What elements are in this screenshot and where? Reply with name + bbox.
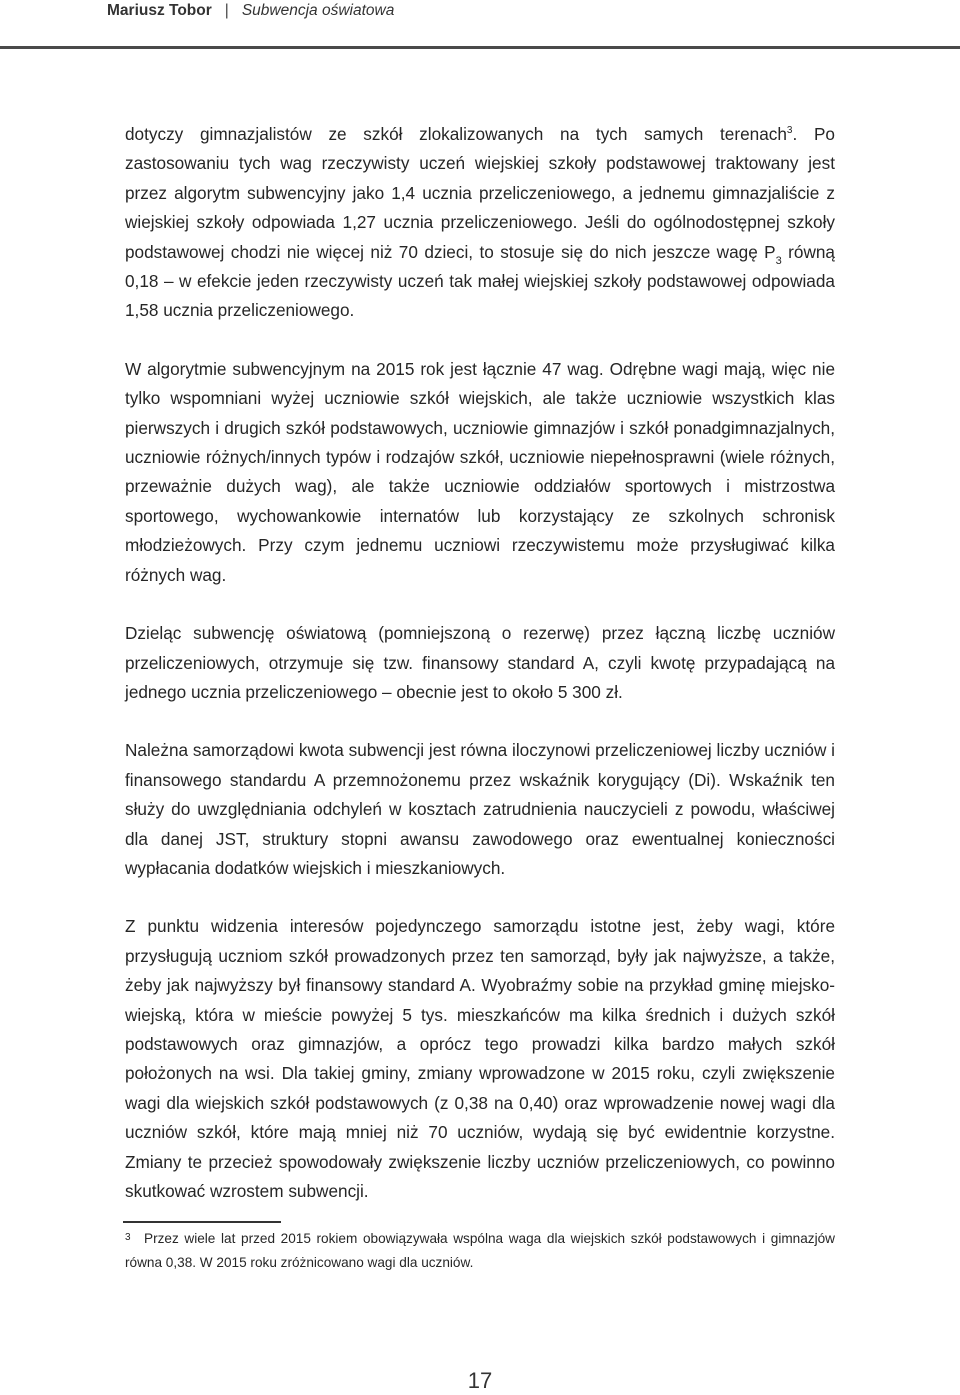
paragraph-1-part-b: . Po zastosowaniu tych wag rzeczywisty uczeń wiejskiej szkoły podstawowej traktowany jest przez algorytm subwencyjny jako 1,4 ucznia przeliczeniowego, a jednemu gimnazjaliście z wiejskiej szkoły odpowiada 1,27 ucznia przeliczeniowego. Jeśli do ogólnodostępnej szkoły podstawowej chodzi nie więcej niż 70 dzieci, to stosuje się do nich jeszcze wagę P [125, 124, 835, 262]
paragraph-1-part-a: dotyczy gimnazjalistów ze szkół zlokalizowanych na tych samych terenach [125, 124, 787, 144]
paragraph-4: Należna samorządowi kwota subwencji jest równa iloczynowi przeliczeniowej liczby uczniów i finansowego standardu A przemnożonemu przez wskaźnik korygujący (Di). Wskaźnik ten służy do uwzględniania odchyleń w kosztach zatrudnienia nauczycieli z powodu, właściwej dla danej JST, struktury stopni awansu zawodowego oraz ewentualnej konieczności wypłacania dodatków wiejskich i mieszkaniowych. [125, 740, 835, 878]
paragraph-3: Dzieląc subwencję oświatową (pomniejszoną o rezerwę) przez łączną liczbę uczniów przeliczeniowych, otrzymuje się tzw. finansowy standard A, czyli kwotę przypadającą na jednego ucznia przeliczeniowego – obecnie jest to około 5 300 zł. [125, 623, 835, 702]
footnote-rule [123, 1221, 281, 1223]
header-author: Mariusz Tobor [107, 2, 212, 19]
weight-subscript: 3 [775, 254, 782, 267]
running-header [0, 0, 960, 50]
header-text [107, 1, 394, 21]
paragraph-2: W algorytmie subwencyjnym na 2015 rok jest łącznie 47 wag. Odrębne wagi mają, więc nie tylko wspomniani wyżej uczniowie szkół wiejskich, ale także uczniowie wszystkich klas pierwszych i drugich szkół podstawowych, uczniowie gimnazjów i szkół ponadgimnazjalnych, uczniowie różnych/innych typów i rodzajów szkół, uczniowie niepełnosprawni (wiele różnych, przeważnie dużych wag), ale także uczniowie oddziałów sportowych i mistrzostwa sportowego, wychowankowie internatów lub korzystający ze szkolnych schronisk młodzieżowych. Przy czym jednemu uczniowi rzeczywistemu może przysługiwać kilka różnych wag. [125, 358, 835, 585]
footnote-reference[interactable]: 3 [786, 125, 793, 136]
header-title: Subwencja oświatowa [241, 2, 395, 19]
header-separator: | [224, 2, 229, 19]
body-text [125, 120, 835, 1206]
paragraph-5: Z punktu widzenia interesów pojedynczego samorządu istotne jest, żeby wagi, które przysługują uczniom szkół prowadzonych przez ten samorząd, były jak najwyższe, a także, żeby jak najwyższy był finansowy standard A. Wyobraźmy sobie na przykład gminę miejsko-wiejską, która w mieście powyżej 5 tys. mieszkańców ma kilka średnich i dużych szkół podstawowych oraz gimnazjów, a oprócz tego prowadzi kilka bardzo małych szkół położonych na wsi. Dla takiej gminy, zmiany wprowadzone w 2015 roku, czyli zwiększenie wagi dla wiejskich szkół podstawowych (z 0,38 na 0,40) oraz wprowadzenie nowej wagi dla uczniów szkół, które mają mniej niż 70 uczniów, wydają się być ewidentnie korzystne. Zmiany te przecież spowodowały zwiększenie liczby uczniów przeliczeniowych, co powinno skutkować wzrostem subwencji. [125, 916, 835, 1201]
paragraph-1-part-c: równą 0,18 – w efekcie jeden rzeczywisty uczeń tak małej wiejskiej szkoły podstawowej odpowiada 1,58 ucznia przeliczeniowego. [125, 241, 835, 321]
page-number: 17 [467, 1368, 493, 1393]
footnote-text: Przez wiele lat przed 2015 rokiem obowiązywała wspólna waga dla wiejskich szkół podstawowych i gimnazjów równa 0,38. W 2015 roku zróżnicowano wagi dla uczniów. [125, 1231, 835, 1270]
footnote [125, 1228, 835, 1274]
paragraph-1 [125, 120, 835, 326]
header-rule [0, 46, 960, 49]
footnote-number: 3 [125, 1232, 131, 1243]
